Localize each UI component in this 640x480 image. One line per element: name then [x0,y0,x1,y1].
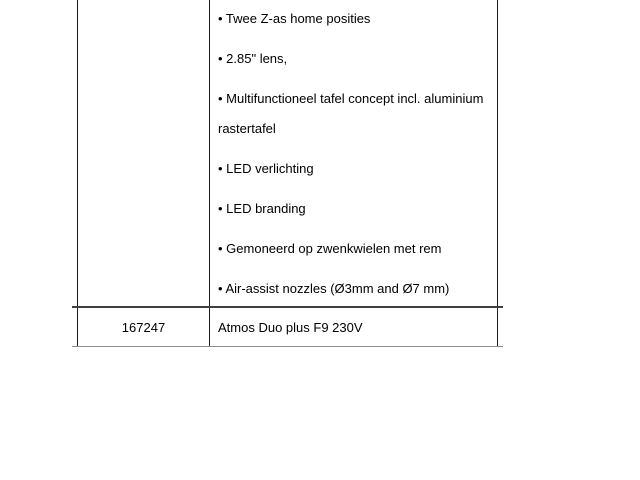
article-number-cell: 167247 [121,320,166,335]
article-number-cell-empty [78,0,209,306]
spec-item: • 2.85" lens, [218,51,288,66]
spec-list-cell [218,4,498,314]
spec-item: • Twee Z-as home posities [218,11,371,26]
table-column-divider [209,0,210,347]
spec-item: • LED branding [218,201,306,216]
spec-item: • Air-assist nozzles (Ø3mm and Ø7 mm) [218,281,450,296]
spec-item: • Gemoneerd op zwenkwielen met rem [218,241,442,256]
spec-item: • Multifunctioneel tafel concept incl. aluminium rastertafel [218,91,484,136]
product-name-cell: Atmos Duo plus F9 230V [218,320,363,335]
spec-item: • LED verlichting [218,161,314,176]
